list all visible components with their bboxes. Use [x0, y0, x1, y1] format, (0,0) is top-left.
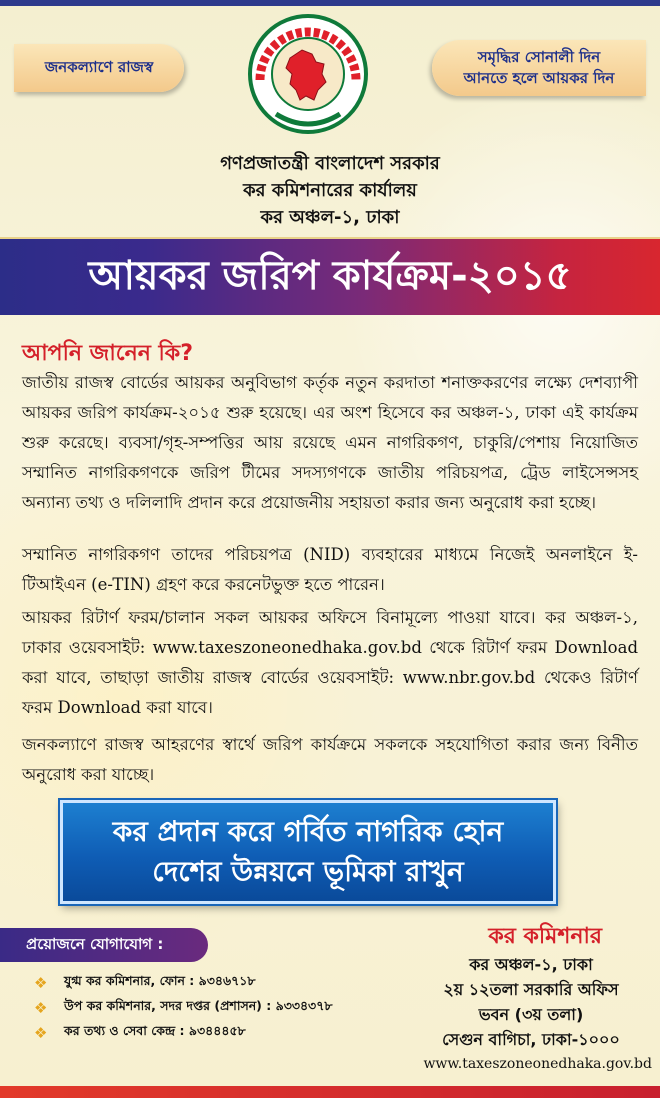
left-slogan-badge — [14, 44, 184, 92]
paragraph-etin-info: সম্মানিত নাগরিকগণ তাদের পরিচয়পত্র (NID) ব্যবহারের মাধ্যমে নিজেই অনলাইনে ই-টিআইএন (e-TIN) গ্রহণ করে করনেটভুক্ত হতে পারেন। — [22, 545, 638, 594]
contact-item-text: কর তথ্য ও সেবা কেন্দ্র : ৯৩৪৪৪৫৮ — [64, 1022, 246, 1038]
cta-line1: কর প্রদান করে গর্বিত নাগরিক হোন — [112, 815, 504, 848]
contact-item-text: যুগ্ম কর কমিশনার, ফোন : ৯৩৪৬৭১৮ — [64, 972, 256, 988]
right-slogan-line1: সমৃদ্ধির সোনালী দিন — [477, 48, 601, 66]
right-slogan-badge — [432, 40, 646, 96]
contact-item-text: উপ কর কমিশনার, সদর দপ্তর (প্রশাসন) : ৯৩৩৪৩৭৮ — [64, 997, 333, 1013]
paragraph-survey-info: জাতীয় রাজস্ব বোর্ডের আয়কর অনুবিভাগ কর্তৃক নতুন করদাতা শনাক্তকরণের লক্ষ্যে দেশব্যাপী আয়কর জরিপ কার্যক্রম-২০১৫ শুরু হয়েছে। এর অংশ হিসেবে কর অঞ্চল-১, ঢাকা এই কার্যক্রম শুরু করেছে। ব্যবসা/গৃহ-সম্পত্তির আয় রয়েছে এমন নাগরিকগণ, চাকুরি/পেশায় নিয়োজিত সম্মানিত নাগরিকগণকে জরিপ টীমের সদস্যগণকে জাতীয় পরিচয়পত্র, ট্রেড লাইসেন্সসহ অন্যান্য তথ্য ও দলিলাদি প্রদান করে প্রয়োজনীয় সহায়তা করার জন্য অনুরোধ করা হচ্ছে। — [22, 373, 638, 512]
diamond-bullet-icon: ❖ — [34, 1023, 48, 1042]
title-banner — [0, 237, 660, 315]
signature-line4: সেগুন বাগিচা, ঢাকা-১০০০ — [442, 1030, 620, 1049]
office-line3: কর অঞ্চল-১, ঢাকা — [260, 207, 400, 228]
website-link[interactable]: www.taxeszoneonedhaka.gov.bd — [423, 1056, 652, 1072]
contact-item — [34, 1020, 332, 1045]
signature-block — [380, 922, 652, 1077]
contact-item — [34, 995, 332, 1020]
contact-list — [34, 970, 332, 1045]
diamond-bullet-icon: ❖ — [34, 973, 48, 992]
cta-line2: দেশের উন্নয়নে ভূমিকা রাখুন — [152, 855, 464, 888]
office-line2: কর কমিশনারের কার্যালয় — [243, 180, 417, 201]
call-to-action-box — [60, 800, 556, 904]
right-slogan-line2: আনতে হলে আয়কর দিন — [463, 69, 615, 87]
government-seal-logo — [246, 10, 370, 144]
paragraph-return-form-info: আয়কর রিটার্ণ ফরম/চালান সকল আয়কর অফিসে বিনামূল্যে পাওয়া যাবে। কর অঞ্চল-১, ঢাকার ওয়েবসাইট: www.taxeszoneonedhaka.gov.bd থেকে রিটার্ণ ফরম Download করা যাবে, তাছাড়া জাতীয় রাজস্ব বোর্ডের ওয়েবসাইট: www.nbr.gov.bd থেকেও রিটার্ণ ফরম Download করা যাবে। — [22, 608, 638, 717]
signature-line2: ২য় ১২তলা সরকারি অফিস — [443, 980, 619, 999]
top-border — [0, 0, 660, 6]
diamond-bullet-icon: ❖ — [34, 998, 48, 1017]
signature-title: কর কমিশনার — [488, 924, 602, 949]
left-slogan: জনকল্যাণে রাজস্ব — [44, 57, 154, 76]
bottom-border — [0, 1086, 660, 1098]
question-heading: আপনি জানেন কি? — [22, 341, 193, 366]
office-address-block — [160, 150, 500, 231]
signature-line1: কর অঞ্চল-১, ঢাকা — [469, 955, 593, 974]
paragraph-cooperation-request: জনকল্যাণে রাজস্ব আহরণের স্বার্থে জরিপ কার্যক্রমে সকলকে সহযোগিতা করার জন্য বিনীত অনুরোধ করা যাচ্ছে। — [22, 735, 638, 784]
contact-heading: প্রয়োজনে যোগাযোগ : — [26, 934, 164, 953]
office-line1: গণপ্রজাতন্ত্রী বাংলাদেশ সরকার — [220, 153, 440, 174]
contact-heading-badge — [0, 928, 208, 962]
contact-item — [34, 970, 332, 995]
signature-line3: ভবন (৩য় তলা) — [478, 1005, 584, 1024]
banner-title: আয়কর জরিপ কার্যক্রম-২০১৫ — [88, 252, 572, 299]
